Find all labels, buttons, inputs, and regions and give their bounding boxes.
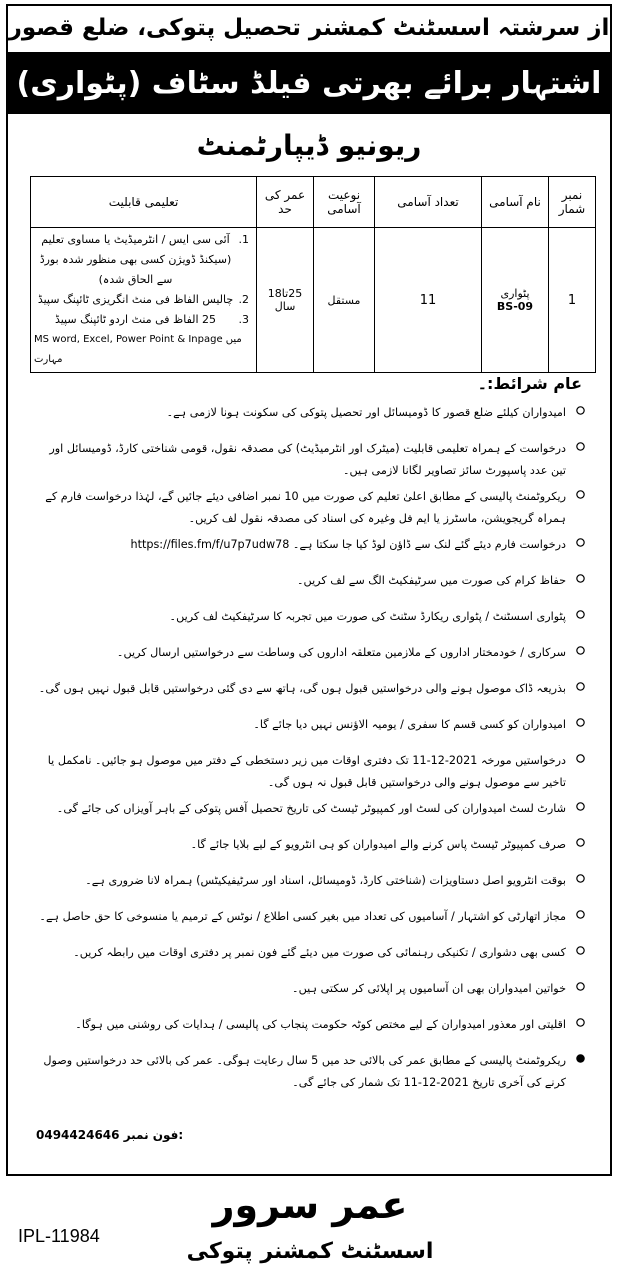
list-item <box>38 402 586 434</box>
col-qualification: تعلیمی قابلیت <box>31 177 257 228</box>
post-scale: BS-09 <box>496 300 534 313</box>
bullet-icon <box>575 609 586 620</box>
col-count: تعداد آسامی <box>375 177 482 228</box>
cell-age: 25تا18 سال <box>257 228 314 373</box>
table-header-row <box>31 177 596 228</box>
bullet-icon <box>575 717 586 728</box>
condition-text: امیدواران کو کسی قسم کا سفری / یومیہ الاؤنس نہیں دیا جائے گا۔ <box>253 718 566 731</box>
qualification-item: 1. آئی سی ایس / انٹرمیڈیٹ یا مساوی تعلیم (سیکنڈ ڈویژن کسی بھی منظور شدہ بورڈ سے الحاق شدہ) <box>36 230 235 290</box>
list-item <box>38 534 586 566</box>
qualification-item: 3. 25 الفاظ فی منٹ اردو ٹائپنگ سپیڈ <box>36 310 235 330</box>
list-item <box>38 942 586 974</box>
list-item <box>38 486 586 530</box>
conditions-title: عام شرائط:۔ <box>477 374 582 393</box>
skills-note: MS word, Excel, Power Point & Inpage میں مہارت <box>34 334 242 365</box>
bullet-icon <box>575 1053 586 1064</box>
post-name: پٹواری <box>500 287 530 300</box>
signatory-name: عمر سرور <box>212 1183 408 1227</box>
bullet-icon <box>575 837 586 848</box>
office-header: از سرشتہ اسسٹنٹ کمشنر تحصیل پتوکی، ضلع قصور <box>8 6 610 54</box>
list-item <box>38 1050 586 1094</box>
condition-text: درخواستیں مورخہ 2021-12-11 تک دفتری اوقات میں زیر دستخطی کے دفتر میں موصول ہو جائیں۔ نامکمل یا تاخیر سے موصول ہونے والی درخواستیں قابل قبول نہ ہوں گی۔ <box>47 754 566 789</box>
ipl-code: IPL-11984 <box>18 1226 100 1246</box>
condition-text: درخواست فارم دیئے گئے لنک سے ڈاؤن لوڈ کیا جا سکتا ہے۔ https://files.fm/f/u7p7udw78 <box>130 538 566 551</box>
list-item <box>38 1014 586 1046</box>
cell-qualification <box>31 228 257 373</box>
bullet-icon <box>575 801 586 812</box>
col-serial: نمبر شمار <box>549 177 596 228</box>
condition-text: ریکروٹمنٹ پالیسی کے مطابق عمر کی بالائی حد میں 5 سال رعایت ہوگی۔ عمر کی بالائی حد درخواستیں وصول کرنے کی آخری تاریخ 2021-12-11 تک شمار کی جائے گی۔ <box>43 1054 566 1089</box>
condition-text: مجاز اتھارٹی کو اشتہار / آسامیوں کی تعداد میں بغیر کسی اطلاع / نوٹس کے ترمیم یا منسوخی کا حق حاصل ہے۔ <box>39 910 566 923</box>
condition-text: سرکاری / خودمختار اداروں کے ملازمین متعلقہ اداروں کی وساطت سے درخواستیں ارسال کریں۔ <box>116 646 566 659</box>
condition-text: امیدواران کیلئے ضلع قصور کا ڈومیسائل اور تحصیل پتوکی کی سکونت ہونا لازمی ہے۔ <box>166 406 566 419</box>
condition-text: حفاظ کرام کی صورت میں سرٹیفکیٹ الگ سے لف کریں۔ <box>297 574 566 587</box>
bullet-icon <box>575 909 586 920</box>
bullet-icon <box>575 981 586 992</box>
col-age: عمر کی حد <box>257 177 314 228</box>
phone-label: فون نمبر: <box>123 1128 184 1142</box>
col-nature: نوعیت آسامی <box>314 177 375 228</box>
condition-text: درخواست کے ہمراہ تعلیمی قابلیت (میٹرک اور انٹرمیڈیٹ) کی مصدقہ نقول، قومی شناختی کارڈ، ڈومیسائل اور تین عدد پاسپورٹ سائز تصاویر لگانا لازمی ہیں۔ <box>49 442 566 477</box>
bullet-icon <box>575 945 586 956</box>
list-item <box>38 714 586 746</box>
bullet-icon <box>575 1017 586 1028</box>
condition-text: شارٹ لسٹ امیدواران کی لسٹ اور کمپیوٹر ٹیسٹ کی تاریخ تحصیل آفس پتوکی کے باہر آویزاں کی جائے گی۔ <box>56 802 566 815</box>
bullet-icon <box>575 681 586 692</box>
col-post: نام آسامی <box>482 177 549 228</box>
phone-line <box>36 1128 596 1142</box>
bullet-icon <box>575 441 586 452</box>
list-item <box>38 834 586 866</box>
bullet-icon <box>575 573 586 584</box>
list-item <box>38 870 586 902</box>
phone-number: 0494424646 <box>36 1128 120 1142</box>
bullet-icon <box>575 537 586 548</box>
list-item <box>38 978 586 1010</box>
condition-text: کسی بھی دشواری / تکنیکی رہنمائی کی صورت میں دیئے گئے فون نمبر پر دفتری اوقات میں رابطہ کریں۔ <box>73 946 566 959</box>
condition-text: بذریعہ ڈاک موصول ہونے والی درخواستیں قبول ہوں گی، ہاتھ سے دی گئی درخواستیں قابل قبول نہیں ہوں گی۔ <box>38 682 566 695</box>
cell-post <box>482 228 549 373</box>
bullet-icon <box>575 489 586 500</box>
list-item <box>38 750 586 794</box>
list-item <box>38 906 586 938</box>
table-row <box>31 228 596 373</box>
bullet-icon <box>575 405 586 416</box>
condition-text: بوقت انٹرویو اصل دستاویزات (شناختی کارڈ، ڈومیسائل، اسناد اور سرٹیفیکیٹس) ہمراہ لانا ضروری ہے۔ <box>85 874 566 887</box>
signatory-title: اسسٹنٹ کمشنر پتوکی <box>186 1239 434 1264</box>
cell-count: 11 <box>375 228 482 373</box>
list-item <box>38 678 586 710</box>
condition-text: صرف کمپیوٹر ٹیسٹ پاس کرنے والے امیدواران کو ہی انٹرویو کے لیے بلایا جائے گا۔ <box>190 838 566 851</box>
list-item <box>38 438 586 482</box>
bullet-icon <box>575 645 586 656</box>
condition-text: اقلیتی اور معذور امیدواران کے لیے مختص کوٹہ حکومت پنجاب کی پالیسی / ہدایات کی روشنی میں ہوگا۔ <box>75 1018 566 1031</box>
ad-title: اشتہار برائے بھرتی فیلڈ سٹاف (پٹواری) <box>8 54 610 114</box>
bullet-icon <box>575 753 586 764</box>
qualification-item: 2. چالیس الفاظ فی منٹ انگریزی ٹائپنگ سپیڈ <box>36 290 235 310</box>
conditions-list <box>38 402 586 1098</box>
job-table <box>30 176 596 373</box>
cell-nature: مستقل <box>314 228 375 373</box>
list-item <box>38 570 586 602</box>
ad-border <box>6 4 612 1176</box>
cell-serial: 1 <box>549 228 596 373</box>
department-title: ریونیو ڈیپارٹمنٹ <box>196 129 422 162</box>
condition-text: ریکروٹمنٹ پالیسی کے مطابق اعلیٰ تعلیم کی صورت میں 10 نمبر اضافی دیئے جائیں گے، لہٰذا درخواست فارم کے ہمراہ گریجویشن، ماسٹرز یا ایم فل وغیرہ کی اسناد کی مصدقہ نقول لف کریں۔ <box>45 490 566 525</box>
list-item <box>38 642 586 674</box>
list-item <box>38 606 586 638</box>
condition-text: خواتین امیدواران بھی ان آسامیوں پر اپلائی کر سکتی ہیں۔ <box>292 982 566 995</box>
condition-text: پٹواری اسسٹنٹ / پٹواری ریکارڈ سٹنٹ کی صورت میں تجربہ کا سرٹیفکیٹ لف کریں۔ <box>169 610 566 623</box>
bullet-icon <box>575 873 586 884</box>
list-item <box>38 798 586 830</box>
